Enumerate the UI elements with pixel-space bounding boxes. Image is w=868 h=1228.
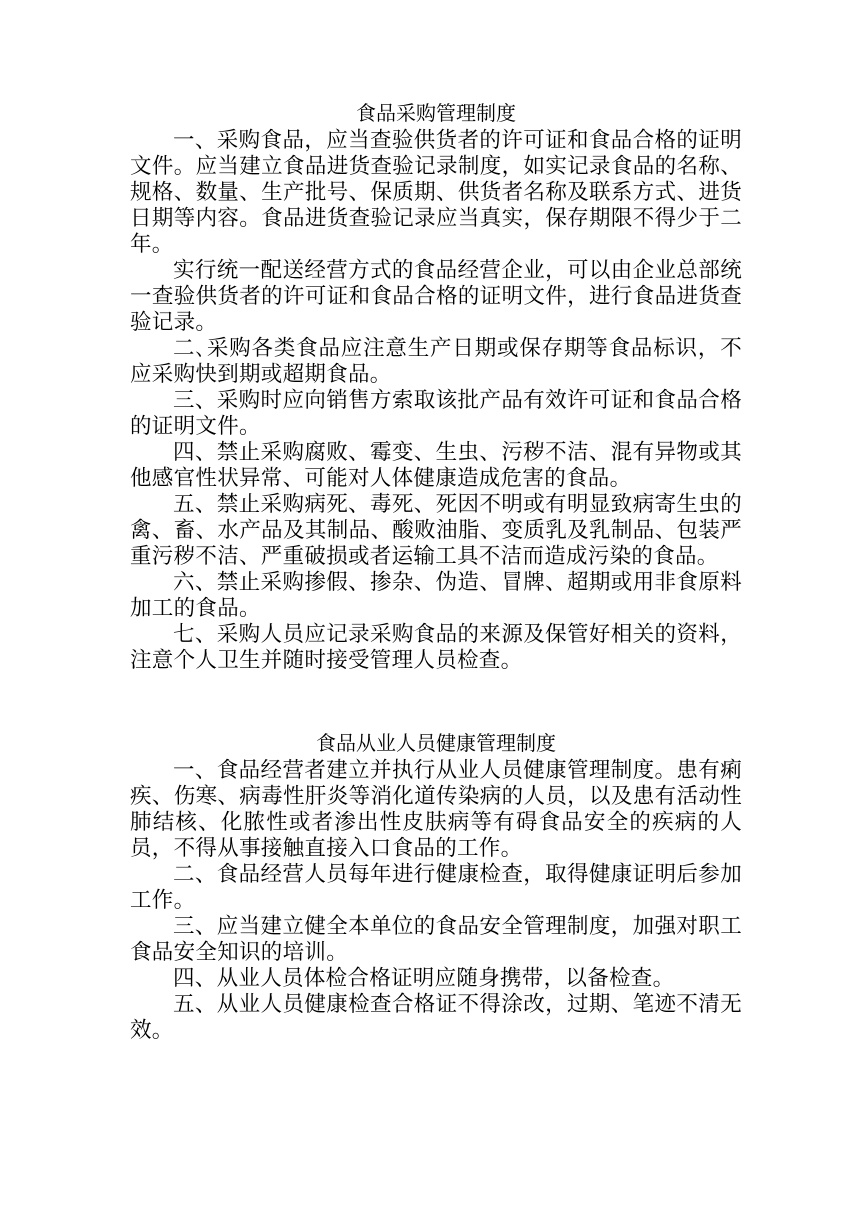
- paragraph: 实行统一配送经营方式的食品经营企业，可以由企业总部统一查验供货者的许可证和食品合格的证明文件，进行食品进货查验记录。: [130, 258, 742, 335]
- paragraph: 四、禁止采购腐败、霉变、生虫、污秽不洁、混有异物或其他感官性状异常、可能对人体健康造成危害的食品。: [130, 440, 742, 491]
- section-food-purchasing: [130, 98, 742, 674]
- paragraph: 五、从业人员健康检查合格证不得涂改，过期、笔迹不清无效。: [130, 992, 742, 1043]
- paragraph: 五、禁止采购病死、毒死、死因不明或有明显致病寄生虫的禽、畜、水产品及其制品、酸败油脂、变质乳及乳制品、包装严重污秽不洁、严重破损或者运输工具不洁而造成污染的食品。: [130, 492, 742, 569]
- paragraph: 三、应当建立健全本单位的食品安全管理制度，加强对职工食品安全知识的培训。: [130, 914, 742, 965]
- section-title: 食品采购管理制度: [356, 101, 516, 125]
- paragraph: 二、食品经营人员每年进行健康检查，取得健康证明后参加工作。: [130, 862, 742, 913]
- section-title: 食品从业人员健康管理制度: [316, 731, 556, 755]
- paragraph: 六、禁止采购掺假、掺杂、伪造、冒牌、超期或用非食原料加工的食品。: [130, 570, 742, 621]
- document-page: [130, 98, 742, 1044]
- paragraph: 一、采购食品，应当查验供货者的许可证和食品合格的证明文件。应当建立食品进货查验记录制度，如实记录食品的名称、规格、数量、生产批号、保质期、供货者名称及联系方式、进货日期等内容。食品进货查验记录应当真实，保存期限不得少于二年。: [130, 128, 742, 257]
- paragraph: 三、采购时应向销售方索取该批产品有效许可证和食品合格的证明文件。: [130, 388, 742, 439]
- paragraph: 二､采购各类食品应注意生产日期或保存期等食品标识，不应采购快到期或超期食品。: [130, 336, 742, 387]
- section-staff-health: [130, 728, 742, 1044]
- paragraph: 一、食品经营者建立并执行从业人员健康管理制度。患有痢疾、伤寒、病毒性肝炎等消化道传染病的人员，以及患有活动性肺结核、化脓性或者渗出性皮肤病等有碍食品安全的疾病的人员，不得从事接触直接入口食品的工作。: [130, 758, 742, 861]
- paragraph: 七、采购人员应记录采购食品的来源及保管好相关的资料，注意个人卫生并随时接受管理人员检查。: [130, 622, 742, 673]
- paragraph: 四、从业人员体检合格证明应随身携带，以备检查。: [173, 966, 675, 991]
